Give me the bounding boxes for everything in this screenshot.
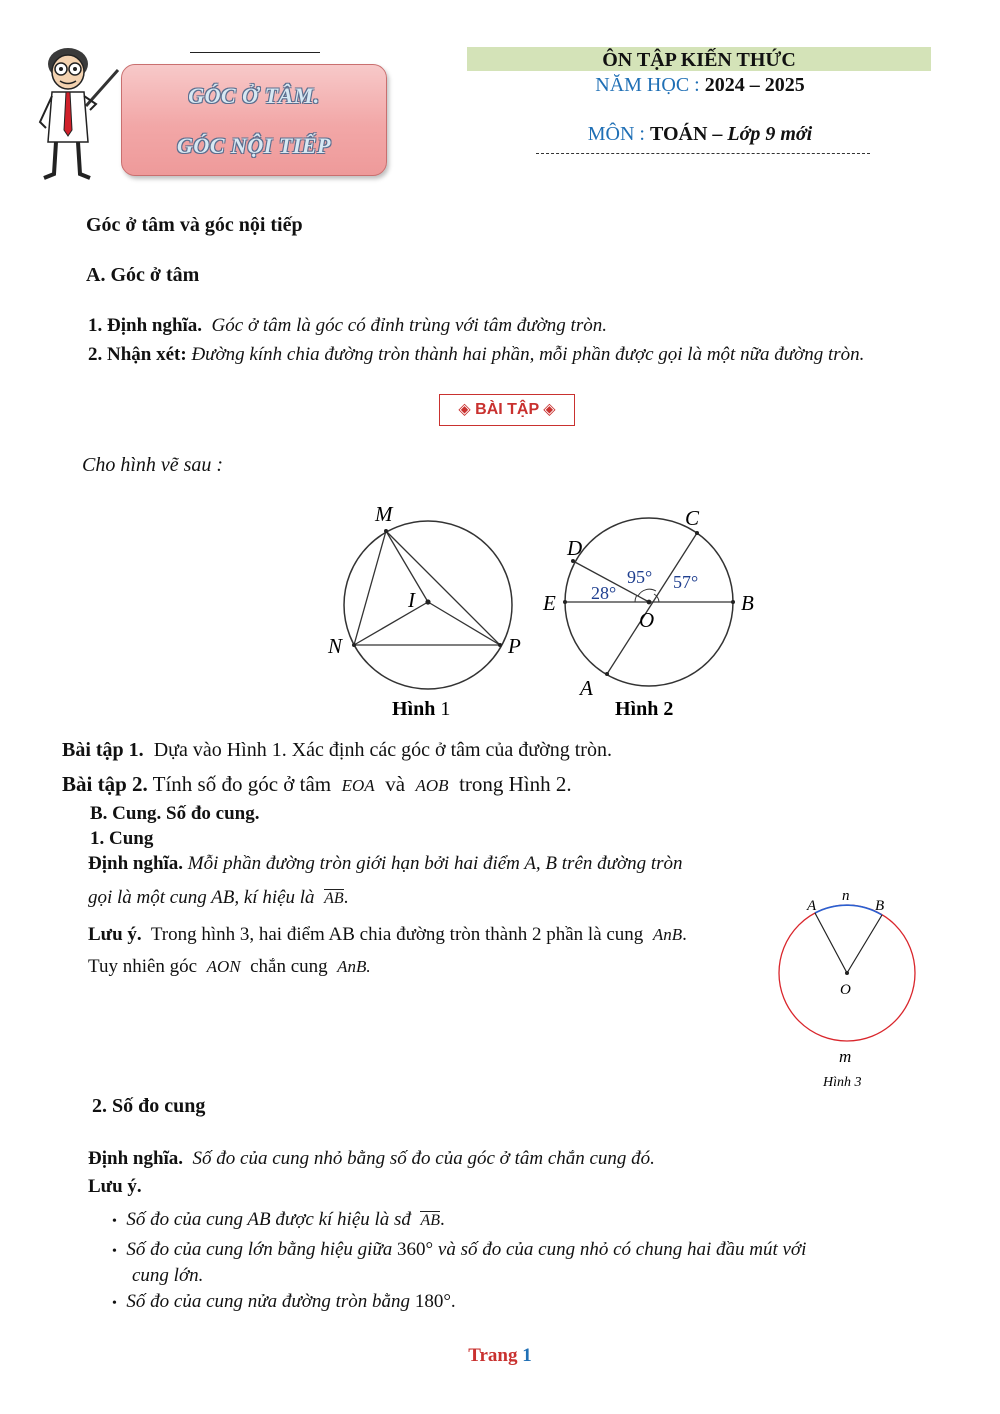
exercise-2-text-a: Tính số đo góc ở tâm bbox=[152, 772, 332, 796]
fig2-angle-57: 57° bbox=[673, 572, 699, 592]
arc-subheading: 1. Cung bbox=[90, 828, 154, 849]
year-value: 2024 – 2025 bbox=[704, 74, 805, 96]
bullet-dot-icon: • bbox=[112, 1244, 117, 1259]
page-label: Trang bbox=[468, 1345, 518, 1366]
header-dashed-divider bbox=[536, 153, 870, 154]
exercise-tag: ◈ BÀI TẬP ◈ bbox=[439, 394, 575, 426]
subject-value: TOÁN – bbox=[650, 123, 723, 145]
arc-definition-label: Định nghĩa. bbox=[88, 853, 184, 874]
fig1-caption-num: 1 bbox=[440, 698, 451, 720]
note-label: Lưu ý. bbox=[88, 924, 142, 945]
exercise-2-text-b: trong Hình 2. bbox=[459, 772, 572, 796]
fig3-label-a: A bbox=[807, 898, 817, 914]
section-a-heading: A. Góc ở tâm bbox=[86, 264, 200, 286]
remark-text: Đường kính chia đường tròn thành hai phần, mỗi phần được gọi là một nữa đường tròn. bbox=[191, 344, 865, 365]
fig1-caption bbox=[392, 698, 450, 720]
fig1-label-m: M bbox=[375, 502, 393, 526]
bullet-2-continuation: cung lớn. bbox=[132, 1265, 204, 1286]
figure-3-diagram bbox=[770, 880, 930, 1095]
arc-measure-definition-label: Định nghĩa. bbox=[88, 1148, 184, 1169]
fig1-caption-word: Hình bbox=[392, 698, 436, 720]
school-year bbox=[540, 73, 860, 97]
arc-measure-definition-text: Số đo của cung nhỏ bằng số đo của góc ở tâm chắn cung đó. bbox=[192, 1148, 655, 1169]
bullet-dot-icon: • bbox=[112, 1214, 117, 1229]
arc-measure-definition bbox=[88, 1147, 655, 1171]
bullet-dot-icon: • bbox=[112, 1296, 117, 1311]
arc-measure-subheading: 2. Số đo cung bbox=[92, 1095, 206, 1117]
note-arc-anb: AnB bbox=[652, 925, 683, 944]
review-title: ÔN TẬP KIẾN THỨC bbox=[602, 49, 796, 71]
bullet-2-text: Số đo của cung lớn bằng hiệu giữa bbox=[126, 1239, 393, 1260]
note-arc-period: . bbox=[682, 924, 687, 945]
fig1-label-n: N bbox=[328, 634, 343, 658]
fig2-label-a: A bbox=[580, 676, 593, 700]
bullet-1-period: . bbox=[439, 1209, 445, 1230]
arc-symbol-period: . bbox=[343, 887, 349, 908]
arc-symbol: AB bbox=[324, 890, 344, 907]
definition-text: Góc ở tâm là góc có đỉnh trùng với tâm đường tròn. bbox=[211, 315, 607, 336]
exercise-2 bbox=[62, 772, 572, 798]
lesson-title-line2: GÓC NỘI TIẾP bbox=[177, 133, 331, 158]
subject-label: MÔN : bbox=[587, 123, 645, 145]
arc-definition-line2 bbox=[88, 886, 348, 911]
fig2-caption: Hình 2 bbox=[615, 698, 674, 720]
note2-angle-aon: AON bbox=[206, 957, 241, 976]
note-line2 bbox=[88, 955, 371, 979]
figure-intro: Cho hình vẽ sau : bbox=[82, 454, 224, 476]
note-bullet-3 bbox=[112, 1290, 456, 1316]
remark-item bbox=[88, 343, 864, 367]
fig2-label-e: E bbox=[543, 591, 556, 615]
note2-text-b: chắn cung bbox=[250, 956, 328, 977]
arc-definition-text2: gọi là một cung AB, kí hiệu là bbox=[88, 887, 315, 908]
bullet-2-rest: và số đo của cung nhỏ có chung hai đầu mút với bbox=[437, 1239, 807, 1260]
exercise-2-and: và bbox=[385, 772, 406, 796]
fig2-label-c: C bbox=[685, 506, 700, 530]
bullet-1-text: Số đo của cung AB được kí hiệu là sđ bbox=[126, 1209, 411, 1230]
fig3-label-o: O bbox=[840, 982, 851, 998]
figure-1-diagram bbox=[320, 495, 530, 725]
definition-item bbox=[88, 314, 607, 338]
teacher-mascot-icon bbox=[34, 44, 126, 184]
fig3-caption: Hình 3 bbox=[823, 1075, 862, 1090]
exercise-1 bbox=[62, 738, 612, 762]
fig3-label-n: n bbox=[842, 888, 850, 904]
bullet-1-arc: AB bbox=[420, 1212, 440, 1229]
bullet-3-text: Số đo của cung nửa đường tròn bằng bbox=[126, 1291, 411, 1312]
exercise-2-angle-aob: AOB bbox=[415, 776, 449, 795]
note-bullet-2 bbox=[112, 1238, 806, 1264]
bullet-2-degree: 360° bbox=[397, 1239, 434, 1260]
lesson-title-line1: GÓC Ở TÂM. bbox=[188, 83, 320, 108]
fig2-angle-95: 95° bbox=[627, 567, 653, 587]
figure-2-diagram bbox=[535, 495, 765, 725]
section-b-heading: B. Cung. Số đo cung. bbox=[90, 803, 260, 824]
grade-value: Lớp 9 mới bbox=[727, 123, 813, 145]
fig2-label-d: D bbox=[567, 536, 583, 560]
fig1-label-p: P bbox=[508, 634, 521, 658]
arc-definition-line1 bbox=[88, 852, 683, 876]
note2-text: Tuy nhiên góc bbox=[88, 956, 198, 977]
fig2-angle-28: 28° bbox=[591, 583, 617, 603]
note-line1 bbox=[88, 923, 687, 947]
note2-arc: AnB. bbox=[337, 957, 371, 976]
note-text: Trong hình 3, hai điểm AB chia đường tròn thành 2 phần là cung bbox=[150, 924, 644, 945]
page-number: 1 bbox=[522, 1345, 532, 1366]
exercise-2-angle-eoa: EOA bbox=[341, 776, 375, 795]
header-rule bbox=[190, 52, 320, 53]
page-footer bbox=[0, 1345, 1000, 1367]
remark-label: 2. Nhận xét: bbox=[88, 344, 187, 365]
fig3-label-b: B bbox=[875, 898, 885, 914]
fig2-label-o: O bbox=[639, 608, 655, 632]
arc-definition-text1: Mỗi phần đường tròn giới hạn bởi hai điểm A, B trên đường tròn bbox=[187, 853, 683, 874]
subject-line bbox=[540, 122, 860, 146]
fig1-label-i: I bbox=[408, 588, 415, 612]
exercise-1-label: Bài tập 1. bbox=[62, 739, 144, 761]
exercise-1-text: Dựa vào Hình 1. Xác định các góc ở tâm của đường tròn. bbox=[153, 739, 612, 761]
bullet-3-degree: 180°. bbox=[414, 1291, 456, 1312]
fig3-label-m: m bbox=[839, 1047, 852, 1066]
lesson-title-box bbox=[121, 64, 387, 176]
year-label: NĂM HỌC : bbox=[595, 74, 700, 96]
note-bullet-1 bbox=[112, 1208, 445, 1234]
fig2-label-b: B bbox=[741, 591, 754, 615]
main-heading: Góc ở tâm và góc nội tiếp bbox=[86, 214, 303, 236]
exercise-2-label: Bài tập 2. bbox=[62, 772, 148, 796]
definition-label: 1. Định nghĩa. bbox=[88, 315, 203, 336]
arc-measure-note-label: Lưu ý. bbox=[88, 1176, 142, 1197]
